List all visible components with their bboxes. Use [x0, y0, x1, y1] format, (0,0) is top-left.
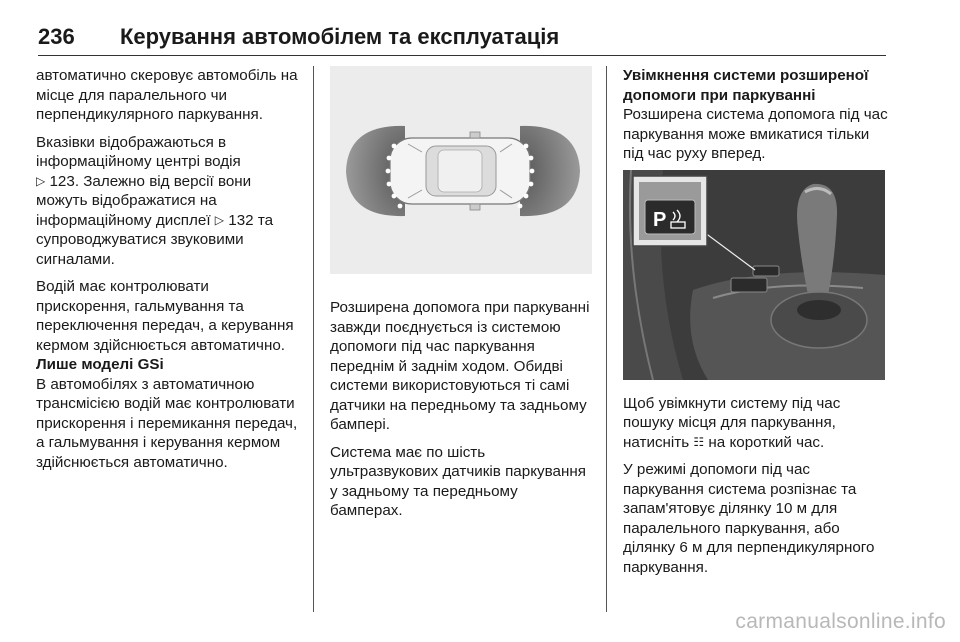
paragraph-text: Вказівки відображаються в інформаційному центрі водія — [36, 133, 241, 170]
center-console-illustration — [623, 170, 885, 380]
page-reference[interactable]: 123 — [49, 172, 75, 190]
section-subheading: Увімкнення системи розширеної допомоги при паркуванні — [623, 67, 869, 104]
column-right — [623, 66, 889, 585]
paragraph — [623, 394, 889, 453]
paragraph-text: . Залежно від версії вони можуть відображатися на інформаційному дисплеї — [36, 172, 252, 229]
watermark: carmanualsonline.info — [735, 610, 946, 633]
paragraph: Розширена система допомога під час паркування може вмикатися тільки під час руху вперед. — [623, 106, 888, 162]
column-divider — [313, 66, 314, 612]
paragraph-text: та супроводжуватися звуковими сигналами. — [36, 211, 274, 268]
paragraph: автоматично скеровує автомобіль на місце для паралельного чи перпендикулярного паркування. — [36, 67, 298, 123]
paragraph: Розширена допомога при паркуванні завжди поєднується із системою допомоги під час паркування переднім й заднім ходом. Обидві системи використовуються ті самі датчики на передньому та задньому бампері. — [330, 299, 590, 433]
paragraph: У режимі допомоги під час паркування система розпізнає та запам'ятовує ділянку 10 м для паралельного паркування, або ділянку 6 м для перпендикулярного паркування. — [623, 461, 875, 576]
paragraph — [36, 133, 298, 270]
parking-assist-icon: ☷ — [693, 434, 705, 449]
column-middle — [330, 66, 592, 529]
column-divider — [606, 66, 607, 612]
paragraph-text: на короткий час. — [708, 433, 825, 451]
page-reference-icon: ▷ — [214, 212, 225, 227]
page-title: Керування автомобілем та експлуатація — [120, 24, 560, 49]
page-number: 236 — [38, 24, 75, 49]
section-subheading: Лише моделі GSi — [36, 356, 164, 373]
paragraph: Водій має контролювати прискорення, гальмування та переключення передач, а керування кермом здійснюється автоматично. — [36, 278, 294, 354]
console-photo-image — [623, 170, 885, 380]
car-top-view-image — [330, 66, 592, 274]
page-reference-icon: ▷ — [36, 173, 46, 188]
parking-sensors-illustration — [330, 66, 592, 274]
paragraph-text: Щоб увімкнути систему під час пошуку місця для паркування, натисніть — [623, 394, 841, 451]
parking-button-label: P — [653, 208, 667, 231]
page-reference[interactable]: 132 — [228, 211, 254, 229]
paragraph: Система має по шість ультразвукових датчиків паркування у задньому та передньому бамперах. — [330, 443, 586, 519]
column-left — [36, 66, 298, 480]
page-header — [38, 22, 886, 56]
paragraph: В автомобілях з автоматичною трансмісією водій має контролювати прискорення і перемикання передач, а гальмування і керування кермом здійснюється автоматично. — [36, 375, 298, 471]
